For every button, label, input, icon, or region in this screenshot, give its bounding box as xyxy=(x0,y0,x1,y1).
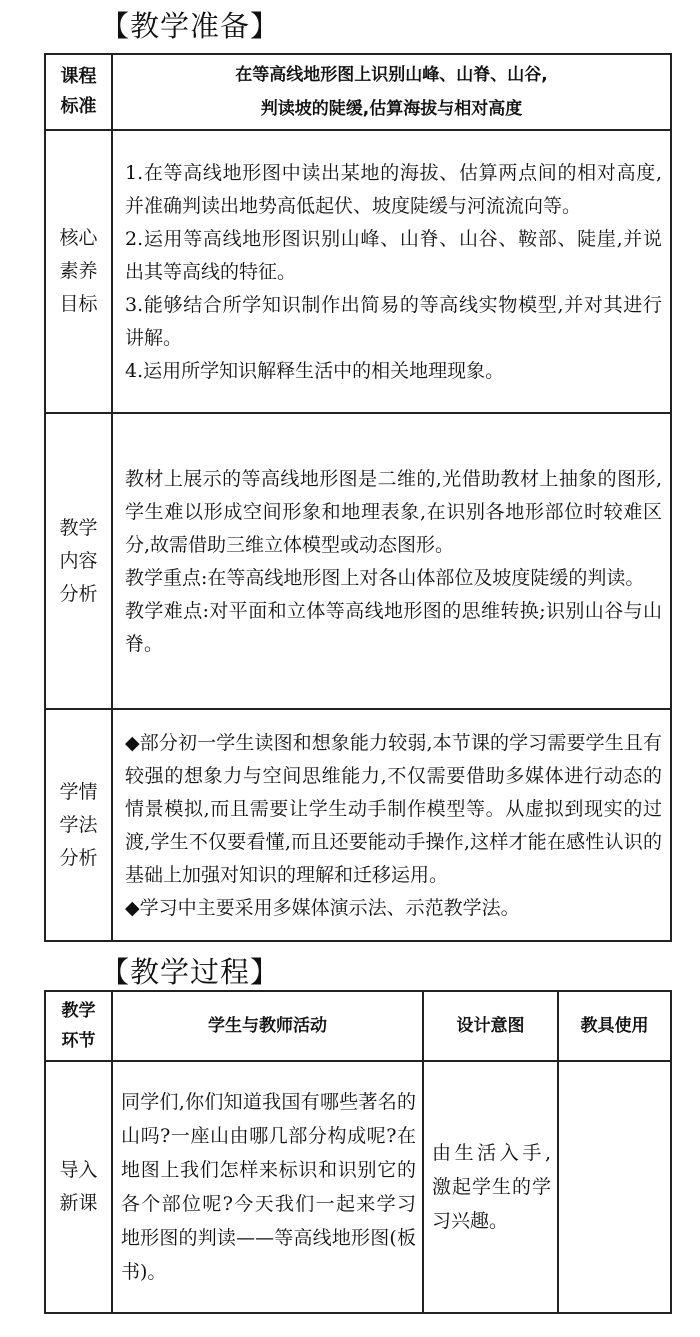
label-content xyxy=(45,413,112,709)
process-table xyxy=(44,990,672,1314)
process-header-row xyxy=(45,991,671,1061)
section-title-prep: 【教学准备】 xyxy=(100,9,281,43)
header-tools: 教具使用 xyxy=(558,991,671,1061)
label-standard-line1: 课程 xyxy=(60,66,97,87)
core-item-1: 1.在等高线地形图中读出某地的海拔、估算两点间的相对高度,并准确判读出地势高低起伏、坡度陡缓与河流流向等。 xyxy=(125,162,662,217)
tools-intro xyxy=(558,1061,671,1313)
intent-intro: 由生活入手,激起学生的学习兴趣。 xyxy=(423,1061,558,1313)
label-learning xyxy=(45,709,112,941)
process-row-intro xyxy=(45,1061,671,1313)
row-learning xyxy=(45,709,671,941)
label-learning-line2: 学法 xyxy=(59,813,98,836)
row-standard xyxy=(45,54,671,130)
core-content xyxy=(112,130,671,413)
label-content-line3: 分析 xyxy=(59,582,98,605)
label-learning-line3: 分析 xyxy=(59,846,98,869)
header-stage-line1: 教学 xyxy=(61,1001,96,1021)
core-item-4: 4.运用所学知识解释生活中的相关地理现象。 xyxy=(125,360,505,382)
prep-table xyxy=(44,53,672,942)
section-title-process: 【教学过程】 xyxy=(100,955,281,989)
row-content xyxy=(45,413,671,709)
header-activity: 学生与教师活动 xyxy=(112,991,423,1061)
stage-intro-line2: 新课 xyxy=(59,1192,98,1214)
core-item-2: 2.运用等高线地形图识别山峰、山脊、山谷、鞍部、陡崖,并说出其等高线的特征。 xyxy=(125,228,662,283)
learning-analysis xyxy=(112,709,671,941)
header-stage-line2: 环节 xyxy=(61,1031,96,1051)
header-stage xyxy=(45,991,112,1061)
label-core-line2: 素养 xyxy=(59,260,98,282)
learning-p2: ◆学习中主要采用多媒体演示法、示范教学法。 xyxy=(125,897,520,919)
content-key-point: 教学重点:在等高线地形图上对各山体部位及坡度陡缓的判读。 xyxy=(125,567,645,589)
label-learning-line1: 学情 xyxy=(59,780,98,803)
stage-intro xyxy=(45,1061,112,1313)
standard-line2: 判读坡的陡缓,估算海拔与相对高度 xyxy=(260,99,523,119)
label-standard xyxy=(45,54,112,130)
learning-p1: ◆部分初一学生读图和想象能力较弱,本节课的学习需要学生且有较强的想象力与空间思维能力,不仅需要借助多媒体进行动态的情景模拟,而且需要让学生动手制作模型等。从虚拟到现实的过渡,学生不仅要看懂,而且还要能动手操作,这样才能在感性认识的基础上加强对知识的理解和迁移运用。 xyxy=(125,732,662,886)
activity-intro: 同学们,你们知道我国有哪些著名的山吗?一座山由哪几部分构成呢?在地图上我们怎样来标识和识别它的各个部位呢?今天我们一起来学习地形图的判读——等高线地形图(板书)。 xyxy=(112,1061,423,1313)
standard-line1: 在等高线地形图上识别山峰、山脊、山谷, xyxy=(235,65,548,85)
content-difficulty: 教学难点:对平面和立体等高线地形图的思维转换;识别山谷与山脊。 xyxy=(125,600,662,655)
label-content-line2: 内容 xyxy=(59,549,98,572)
content-analysis xyxy=(112,413,671,709)
core-item-3: 3.能够结合所学知识制作出简易的等高线实物模型,并对其进行讲解。 xyxy=(125,294,662,349)
stage-intro-line1: 导入 xyxy=(59,1159,98,1181)
label-content-line1: 教学 xyxy=(59,516,98,539)
label-standard-line2: 标准 xyxy=(60,96,97,117)
label-core-line1: 核心 xyxy=(59,227,98,249)
label-core xyxy=(45,130,112,413)
row-core xyxy=(45,130,671,413)
header-intent: 设计意图 xyxy=(423,991,558,1061)
label-core-line3: 目标 xyxy=(59,293,98,315)
standard-content xyxy=(112,54,671,130)
content-p1: 教材上展示的等高线地形图是二维的,光借助教材上抽象的图形,学生难以形成空间形象和地理表象,在识别各地形部位时较难区分,故需借助三维立体模型或动态图形。 xyxy=(125,468,662,556)
